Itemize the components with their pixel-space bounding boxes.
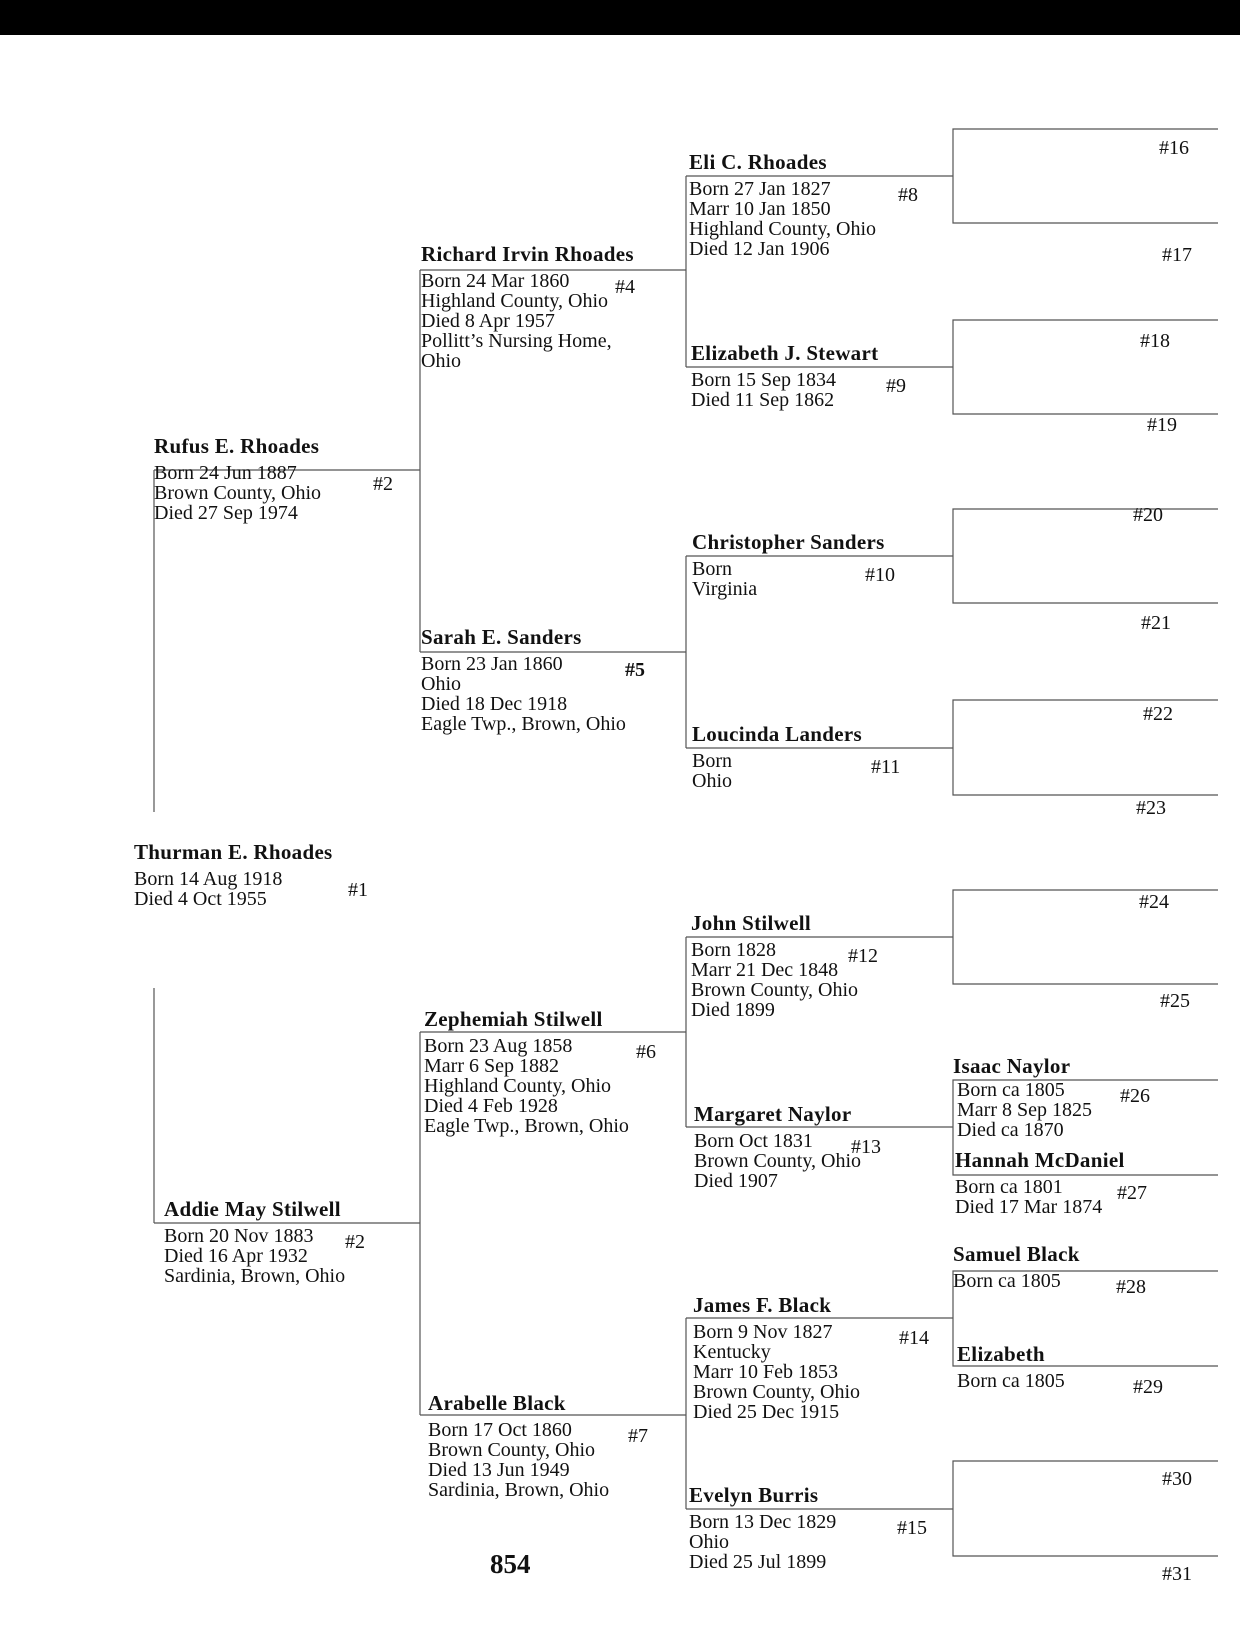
person-name: Thurman E. Rhoades [134, 840, 333, 864]
person-27 [955, 1150, 1218, 1217]
person-detail: Brown County, Ohio [154, 482, 322, 504]
person-detail: Born 24 Jun 1887 [154, 462, 297, 484]
empty-slot-18: #18 [1140, 330, 1170, 352]
person-detail: Brown County, Ohio [428, 1439, 596, 1461]
person-detail: Brown County, Ohio [693, 1381, 861, 1403]
person-detail: Born 17 Oct 1860 [428, 1419, 572, 1441]
person-detail: Brown County, Ohio [691, 979, 859, 1001]
person-name: Isaac Naylor [953, 1054, 1071, 1078]
person-name: Loucinda Landers [692, 722, 862, 746]
person-detail: Born ca 1805 [957, 1370, 1065, 1392]
person-detail: Died 27 Sep 1974 [154, 502, 298, 524]
person-detail: Died 1899 [691, 999, 775, 1021]
person-detail: Died 25 Dec 1915 [693, 1401, 840, 1423]
ahnentafel-number: #9 [886, 375, 906, 397]
person-name: Evelyn Burris [689, 1483, 819, 1507]
person-name: Margaret Naylor [694, 1102, 852, 1126]
person-1 [134, 842, 394, 909]
person-detail: Born [692, 750, 732, 772]
person-detail: Virginia [692, 578, 758, 600]
person-11 [692, 724, 951, 791]
empty-slot-21: #21 [1141, 612, 1171, 634]
empty-slot-16: #16 [1159, 137, 1189, 159]
person-detail: Born [692, 558, 732, 580]
person-detail: Highland County, Ohio [424, 1075, 612, 1097]
person-6 [424, 1009, 686, 1136]
empty-slot-23: #23 [1136, 797, 1166, 819]
person-detail: Died 11 Sep 1862 [691, 389, 835, 411]
person-name: Zephemiah Stilwell [424, 1007, 603, 1031]
person-name: Elizabeth J. Stewart [691, 341, 879, 365]
person-detail: Born 9 Nov 1827 [693, 1321, 833, 1343]
ahnentafel-number: #1 [348, 879, 368, 901]
person-detail: Died 12 Jan 1906 [689, 238, 830, 260]
person-detail: Kentucky [693, 1341, 771, 1363]
person-detail: Ohio [689, 1531, 729, 1553]
empty-slot-17: #17 [1162, 244, 1192, 266]
person-detail: Ohio [421, 350, 461, 372]
ahnentafel-number: #29 [1133, 1376, 1163, 1398]
person-26 [953, 1056, 1218, 1140]
person-detail: Sardinia, Brown, Ohio [164, 1265, 346, 1287]
empty-slot-24: #24 [1139, 891, 1169, 913]
person-detail: Sardinia, Brown, Ohio [428, 1479, 610, 1501]
ahnentafel-number: #8 [898, 184, 918, 206]
person-detail: Marr 6 Sep 1882 [424, 1055, 559, 1077]
person-detail: Died 1907 [694, 1170, 778, 1192]
person-detail: Marr 21 Dec 1848 [691, 959, 839, 981]
ahnentafel-number: #10 [865, 564, 895, 586]
person-detail: Born 23 Aug 1858 [424, 1035, 573, 1057]
ahnentafel-number: #5 [625, 659, 645, 681]
person-detail: Born ca 1805 [953, 1270, 1061, 1292]
empty-slot-22: #22 [1143, 703, 1173, 725]
person-3 [164, 1199, 420, 1286]
ahnentafel-number: #14 [899, 1327, 929, 1349]
person-detail: Born 15 Sep 1834 [691, 369, 836, 391]
person-detail: Born 1828 [691, 939, 776, 961]
person-detail: Highland County, Ohio [689, 218, 877, 240]
person-9 [691, 343, 951, 410]
person-detail: Eagle Twp., Brown, Ohio [424, 1115, 629, 1137]
person-14 [693, 1295, 951, 1422]
person-detail: Died 18 Dec 1918 [421, 693, 568, 715]
ahnentafel-number: #2 [345, 1231, 365, 1253]
person-detail: Died 17 Mar 1874 [955, 1196, 1103, 1218]
person-name: Rufus E. Rhoades [154, 434, 320, 458]
person-name: Hannah McDaniel [955, 1148, 1125, 1172]
person-name: Christopher Sanders [692, 530, 885, 554]
person-detail: Ohio [421, 673, 461, 695]
ahnentafel-number: #13 [851, 1136, 881, 1158]
person-name: John Stilwell [691, 911, 812, 935]
person-detail: Died 4 Oct 1955 [134, 888, 267, 910]
person-13 [694, 1104, 951, 1191]
ahnentafel-number: #7 [628, 1425, 648, 1447]
person-10 [692, 532, 951, 599]
person-detail: Born 27 Jan 1827 [689, 178, 831, 200]
person-detail: Died 8 Apr 1957 [421, 310, 555, 332]
person-name: Richard Irvin Rhoades [421, 242, 634, 266]
person-detail: Born 20 Nov 1883 [164, 1225, 314, 1247]
empty-slot-30: #30 [1162, 1468, 1192, 1490]
person-29 [957, 1342, 1218, 1398]
person-detail: Died 25 Jul 1899 [689, 1551, 827, 1573]
person-detail: Born 23 Jan 1860 [421, 653, 563, 675]
ahnentafel-number: #4 [615, 276, 635, 298]
person-detail: Died 13 Jun 1949 [428, 1459, 570, 1481]
person-8 [689, 152, 951, 259]
empty-slot-20: #20 [1133, 504, 1163, 526]
person-detail: Born 24 Mar 1860 [421, 270, 570, 292]
empty-slot-31: #31 [1162, 1563, 1192, 1585]
person-detail: Died ca 1870 [957, 1119, 1064, 1141]
person-name: Elizabeth [957, 1342, 1045, 1366]
page-number: 854 [490, 1549, 531, 1579]
person-name: Samuel Black [953, 1242, 1080, 1266]
empty-slot-25: #25 [1160, 990, 1190, 1012]
person-detail: Pollitt’s Nursing Home, [421, 330, 612, 352]
person-name: James F. Black [693, 1293, 832, 1317]
empty-slot-19: #19 [1147, 414, 1177, 436]
person-detail: Eagle Twp., Brown, Ohio [421, 713, 626, 735]
person-detail: Born 13 Dec 1829 [689, 1511, 837, 1533]
person-detail: Marr 10 Jan 1850 [689, 198, 831, 220]
ahnentafel-number: #12 [848, 945, 878, 967]
person-detail: Marr 8 Sep 1825 [957, 1099, 1092, 1121]
person-detail: Died 16 Apr 1932 [164, 1245, 308, 1267]
person-15 [689, 1485, 951, 1572]
person-2 [154, 436, 414, 523]
ahnentafel-number: #27 [1117, 1182, 1147, 1204]
person-name: Sarah E. Sanders [421, 625, 582, 649]
person-7 [428, 1393, 686, 1500]
person-detail: Ohio [692, 770, 732, 792]
person-detail: Born Oct 1831 [694, 1130, 813, 1152]
person-name: Eli C. Rhoades [689, 150, 827, 174]
person-detail: Marr 10 Feb 1853 [693, 1361, 838, 1383]
person-name: Addie May Stilwell [164, 1197, 341, 1221]
person-detail: Born ca 1801 [955, 1176, 1063, 1198]
ahnentafel-number: #15 [897, 1517, 927, 1539]
person-28 [953, 1242, 1218, 1298]
person-name: Arabelle Black [428, 1391, 566, 1415]
ahnentafel-number: #28 [1116, 1276, 1146, 1298]
person-12 [691, 913, 951, 1020]
person-4 [421, 244, 683, 371]
ahnentafel-number: #11 [871, 756, 901, 778]
person-detail: Brown County, Ohio [694, 1150, 862, 1172]
ahnentafel-number: #2 [373, 473, 393, 495]
person-detail: Died 4 Feb 1928 [424, 1095, 558, 1117]
person-detail: Born ca 1805 [957, 1079, 1065, 1101]
ahnentafel-number: #26 [1120, 1085, 1150, 1107]
ahnentafel-number: #6 [636, 1041, 656, 1063]
person-5 [421, 627, 683, 734]
person-detail: Highland County, Ohio [421, 290, 609, 312]
person-detail: Born 14 Aug 1918 [134, 868, 283, 890]
